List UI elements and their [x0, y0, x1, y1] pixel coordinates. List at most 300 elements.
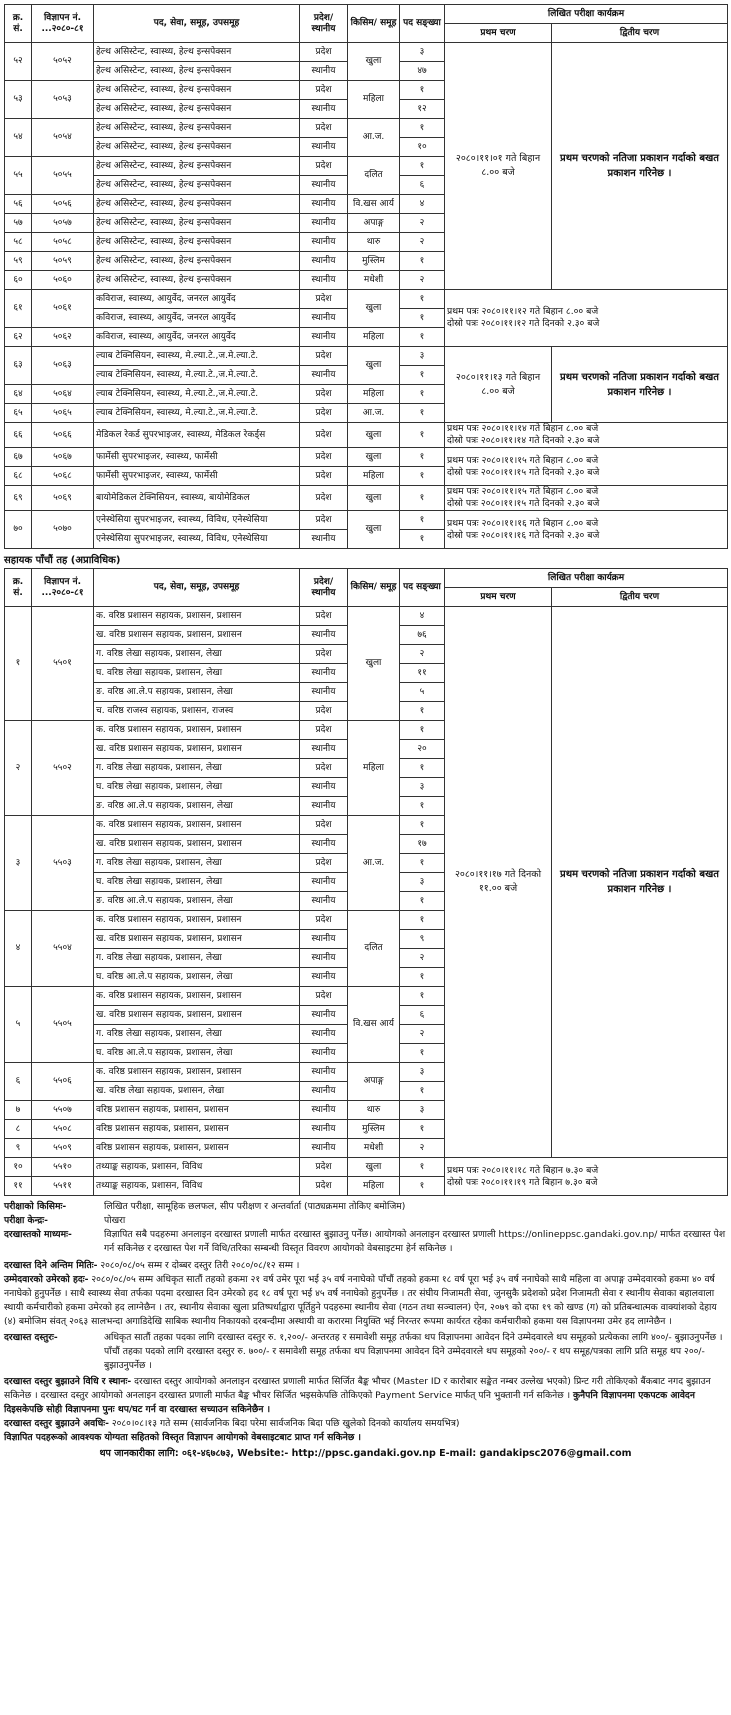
post-name: ङ. वरिष्ठ आ.ले.प सहायक, प्रशासन, लेखा	[94, 797, 300, 816]
payment-period: दरखास्त दस्तुर बुझाउने अवधिः- २०८०।०८।१३ गते सम्म (सार्वजनिक बिदा परेमा सार्वजनिक बिदा पछि खुलेको दिनको कार्यालय समयभित्र)	[4, 1418, 460, 1429]
quota-type: थारु	[348, 1101, 400, 1120]
exam-type: परीक्षाको किसिमः- लिखित परीक्षा, सामूहिक छलफल, सीप परीक्षण र अन्तर्वार्ता (पाठ्यक्रममा तोकिए बमोजिम)	[4, 1201, 406, 1212]
level: स्थानीय	[300, 214, 348, 233]
col-posts: पद सङ्ख्या	[400, 5, 445, 43]
level: प्रदेश	[300, 607, 348, 626]
post-count: ५	[400, 683, 445, 702]
table-row	[5, 347, 728, 366]
serial-number: ५४	[5, 119, 32, 157]
level: स्थानीय	[300, 176, 348, 195]
adv-number: ५५०६	[32, 1063, 94, 1101]
post-count: १	[400, 448, 445, 467]
post-name: ख. वरिष्ठ प्रशासन सहायक, प्रशासन, प्रशासन	[94, 626, 300, 645]
post-count: ९	[400, 930, 445, 949]
serial-number: ६९	[5, 486, 32, 511]
level: स्थानीय	[300, 138, 348, 157]
level: स्थानीय	[300, 271, 348, 290]
post-count: १	[400, 854, 445, 873]
level: स्थानीय	[300, 62, 348, 81]
quota-type: अपाङ्ग	[348, 1063, 400, 1101]
col-second-phase: द्वितीय चरण	[552, 588, 728, 607]
exam-schedule-table-1	[4, 4, 728, 549]
post-count: २	[400, 233, 445, 252]
post-name: कविराज, स्वास्थ्य, आयुर्वेद, जनरल आयुर्वेद	[94, 309, 300, 328]
adv-number: ५५०७	[32, 1101, 94, 1120]
first-paper-time: प्रथम पत्रः २०८०।११।१४ गते बिहान ८.०० बजे	[447, 423, 599, 434]
level: स्थानीय	[300, 1044, 348, 1063]
post-count: १	[400, 1177, 445, 1196]
first-phase-schedule: २०८०।११।१७ गते दिनको ११.०० बजे	[445, 607, 552, 1158]
quota-type: खुला	[348, 290, 400, 328]
table-row	[5, 607, 728, 626]
post-name: तथ्याङ्क सहायक, प्रशासन, विविध	[94, 1177, 300, 1196]
col-type: किसिम/ समूह	[348, 5, 400, 43]
age-limit: उम्मेदवारको उमेरको हदः- २०८०/०८/०५ सम्म अधिकृत सातौं तहको हकमा २१ वर्ष उमेर पूरा भई ३५ वर्ष ननाघेको पाँचौं तहको हकमा १८ वर्ष पूरा भई ३५ वर्ष ननाघेको साथै महिला वा अपाङ्ग उम्मेदवारको हकमा ४० वर्ष ननाघेको हुनुपर्नेछ । साथै स्वास्थ्य सेवा तर्फका पदमा दरखास्त दिन उमेरको हद १८ वर्ष पूरा भई ४५ वर्ष ननाघेको हुनुपर्नेछ । तर संघीय निजामती सेवा, जुनसुकै प्रदेशको प्रदेश निजामती सेवा र स्थानीय सेवाका बहालवाला स्थायी कर्मचारीको हकमा उमेरको हद लाग्नेछैन । तर, स्थानीय सेवाका खुला प्रतिष्पर्धाद्वारा पूर्तिहुने पदहरुमा स्थानीय सेवा (गठन तथा सञ्चालन) ऐन, २०७९ को दफा १९ को खण्ड (ग) को प्रतिबन्धात्मक वाक्यांशको देहाय (४) बमोजिम संवत् २०६३ सालभन्दा अगाडिदेखि साबिक स्थानीय निकायको दरबन्दीमा अस्थायी वा करारमा नियुक्ति भई निरन्तर रूपमा कार्यरत रहेका कर्मचारीको हकमा यस विज्ञापनमा उमेर हद लाग्नेछैन ।	[4, 1274, 717, 1327]
level: प्रदेश	[300, 385, 348, 404]
post-name: घ. वरिष्ठ लेखा सहायक, प्रशासन, लेखा	[94, 873, 300, 892]
first-paper-time: प्रथम पत्रः २०८०।११।१६ गते बिहान ८.०० बजे	[447, 517, 599, 529]
post-count: ११	[400, 664, 445, 683]
col-post: पद, सेवा, समूह, उपसमूह	[94, 5, 300, 43]
quota-type: दलित	[348, 911, 400, 987]
level: प्रदेश	[300, 290, 348, 309]
post-count: २	[400, 645, 445, 664]
level: स्थानीय	[300, 740, 348, 759]
post-count: १०	[400, 138, 445, 157]
post-name: घ. वरिष्ठ लेखा सहायक, प्रशासन, लेखा	[94, 778, 300, 797]
post-name: ङ. वरिष्ठ आ.ले.प सहायक, प्रशासन, लेखा	[94, 892, 300, 911]
post-name: हेल्थ असिस्टेन्ट, स्वास्थ्य, हेल्थ इन्सपेक्सन	[94, 157, 300, 176]
post-count: ३	[400, 347, 445, 366]
adv-number: ५०६२	[32, 328, 94, 347]
level: स्थानीय	[300, 873, 348, 892]
post-count: १७	[400, 835, 445, 854]
post-name: ग. वरिष्ठ लेखा सहायक, प्रशासन, लेखा	[94, 645, 300, 664]
adv-number: ५०५५	[32, 157, 94, 195]
level: स्थानीय	[300, 100, 348, 119]
payment-method: दरखास्त दस्तुर बुझाउने विधि र स्थानः- दरखास्त दस्तुर आयोगको अनलाइन दरखास्त प्रणाली मार्फत सिर्जित बैङ्क भौचर (Master ID र कारोबार सङ्केत नम्बर उल्लेख भएको) प्रिन्ट गरी तोकिएको बैंकबाट नगद बुझाउन सकिनेछ । दरखास्त दस्तुर आयोगको अनलाइन दरखास्त प्रणाली मार्फत बैङ्क भौचर सिर्जित भइसकेपछि तोकिएको Payment Service मार्फत् पनि भुक्तानी गर्न सकिनेछ । कुनैपनि विज्ञापनमा एकपटक आवेदन दिइसकेपछि सोही विज्ञापनमा पुनः थप/घट गर्न वा दरखास्त सच्याउन सकिनेछैन ।	[4, 1376, 711, 1415]
adv-number: ५०६७	[32, 448, 94, 467]
level: प्रदेश	[300, 423, 348, 448]
col-type: किसिम/ समूह	[348, 569, 400, 607]
quota-type: दलित	[348, 157, 400, 195]
post-count: १	[400, 1120, 445, 1139]
post-name: ल्याब टेक्निसियन, स्वास्थ्य, मे.ल्या.टे.,ज.मे.ल्या.टे.	[94, 366, 300, 385]
quota-type: महिला	[348, 385, 400, 404]
level: प्रदेश	[300, 43, 348, 62]
post-count: १	[400, 1082, 445, 1101]
exam-schedule-table-2	[4, 568, 728, 1196]
post-count: १	[400, 511, 445, 530]
post-count: १	[400, 423, 445, 448]
level: स्थानीय	[300, 1139, 348, 1158]
post-count: २०	[400, 740, 445, 759]
paper-schedule	[445, 1158, 728, 1196]
adv-number: ५०५७	[32, 214, 94, 233]
post-name: ग. वरिष्ठ लेखा सहायक, प्रशासन, लेखा	[94, 1025, 300, 1044]
post-count: १	[400, 366, 445, 385]
post-count: ४	[400, 195, 445, 214]
post-name: एनेस्थेसिया सुपरभाइजर, स्वास्थ्य, विविध, एनेस्थेसिया	[94, 530, 300, 549]
level: स्थानीय	[300, 252, 348, 271]
serial-number: ६४	[5, 385, 32, 404]
post-name: ख. वरिष्ठ प्रशासन सहायक, प्रशासन, प्रशासन	[94, 930, 300, 949]
serial-number: ७०	[5, 511, 32, 549]
post-name: ख. वरिष्ठ प्रशासन सहायक, प्रशासन, प्रशासन	[94, 835, 300, 854]
post-count: १	[400, 987, 445, 1006]
post-count: १	[400, 911, 445, 930]
post-count: १२	[400, 100, 445, 119]
col-first-phase: प्रथम चरण	[445, 588, 552, 607]
level: स्थानीय	[300, 1120, 348, 1139]
quota-type: खुला	[348, 347, 400, 385]
adv-number: ५०६५	[32, 404, 94, 423]
post-count: १	[400, 702, 445, 721]
post-name: फार्मेसी सुपरभाइजर, स्वास्थ्य, फार्मेसी	[94, 448, 300, 467]
serial-number: ५५	[5, 157, 32, 195]
level: स्थानीय	[300, 968, 348, 987]
post-name: तथ्याङ्क सहायक, प्रशासन, विविध	[94, 1158, 300, 1177]
post-name: हेल्थ असिस्टेन्ट, स्वास्थ्य, हेल्थ इन्सपेक्सन	[94, 138, 300, 157]
adv-number: ५०६१	[32, 290, 94, 328]
quota-type: मधेशी	[348, 1139, 400, 1158]
post-count: २	[400, 214, 445, 233]
quota-type: आ.ज.	[348, 816, 400, 911]
post-name: वरिष्ठ प्रशासन सहायक, प्रशासन, प्रशासन	[94, 1120, 300, 1139]
second-paper-time: दोस्रो पत्रः २०८०।११।१९ गते बिहान ७.३० बजे	[447, 1176, 598, 1188]
exam-center: परीक्षा केन्द्रः- पोखरा	[4, 1215, 126, 1226]
post-name: कविराज, स्वास्थ्य, आयुर्वेद, जनरल आयुर्वेद	[94, 328, 300, 347]
adv-number: ५०६९	[32, 486, 94, 511]
level: प्रदेश	[300, 854, 348, 873]
adv-number: ५५०८	[32, 1120, 94, 1139]
adv-number: ५०६३	[32, 347, 94, 385]
post-name: हेल्थ असिस्टेन्ट, स्वास्थ्य, हेल्थ इन्सपेक्सन	[94, 81, 300, 100]
post-name: ख. वरिष्ठ लेखा सहायक, प्रशासन, लेखा	[94, 1082, 300, 1101]
advertisement-page	[4, 0, 727, 1461]
first-paper-time: प्रथम पत्रः २०८०।११।१२ गते बिहान ८.०० बजे	[447, 306, 599, 317]
adv-number: ५०५९	[32, 252, 94, 271]
quota-type: खुला	[348, 607, 400, 721]
level: प्रदेश	[300, 119, 348, 138]
quota-type: वि.खस आर्य	[348, 195, 400, 214]
paper-schedule	[445, 448, 728, 486]
level: स्थानीय	[300, 664, 348, 683]
post-name: ग. वरिष्ठ लेखा सहायक, प्रशासन, लेखा	[94, 854, 300, 873]
quota-type: महिला	[348, 467, 400, 486]
final-note: विज्ञापित पदहरूको आवश्यक योग्यता सहितको विस्तृत विज्ञापन आयोगको वेबसाइटबाट प्राप्त गर्न सकिनेछ ।	[4, 1432, 361, 1443]
post-name: हेल्थ असिस्टेन्ट, स्वास्थ्य, हेल्थ इन्सपेक्सन	[94, 252, 300, 271]
adv-number: ५५०३	[32, 816, 94, 911]
post-count: १	[400, 1158, 445, 1177]
serial-number: ६६	[5, 423, 32, 448]
first-phase-schedule: २०८०।११।०१ गते बिहान ८.०० बजे	[445, 43, 552, 290]
serial-number: १०	[5, 1158, 32, 1177]
serial-number: ६१	[5, 290, 32, 328]
post-count: ३	[400, 1101, 445, 1120]
level: प्रदेश	[300, 816, 348, 835]
level: प्रदेश	[300, 511, 348, 530]
serial-number: ११	[5, 1177, 32, 1196]
paper-schedule	[445, 511, 728, 549]
serial-number: ५	[5, 987, 32, 1063]
adv-number: ५०६६	[32, 423, 94, 448]
quota-type: वि.खस आर्य	[348, 987, 400, 1063]
quota-type: खुला	[348, 1158, 400, 1177]
post-name: फार्मेसी सुपरभाइजर, स्वास्थ्य, फार्मेसी	[94, 467, 300, 486]
post-count: ३	[400, 778, 445, 797]
post-name: एनेस्थेसिया सुपरभाइजर, स्वास्थ्य, विविध, एनेस्थेसिया	[94, 511, 300, 530]
adv-number: ५५०१	[32, 607, 94, 721]
post-name: हेल्थ असिस्टेन्ट, स्वास्थ्य, हेल्थ इन्सपेक्सन	[94, 176, 300, 195]
post-name: च. वरिष्ठ राजस्व सहायक, प्रशासन, राजस्व	[94, 702, 300, 721]
serial-number: २	[5, 721, 32, 816]
post-count: २	[400, 1139, 445, 1158]
post-count: १	[400, 385, 445, 404]
serial-number: ९	[5, 1139, 32, 1158]
level: प्रदेश	[300, 157, 348, 176]
table-row	[5, 1158, 728, 1177]
second-phase-schedule: प्रथम चरणको नतिजा प्रकाशन गर्दाको बखत प्रकाशन गरिनेछ ।	[552, 607, 728, 1158]
post-name: हेल्थ असिस्टेन्ट, स्वास्थ्य, हेल्थ इन्सपेक्सन	[94, 233, 300, 252]
level: प्रदेश	[300, 759, 348, 778]
post-name: क. वरिष्ठ प्रशासन सहायक, प्रशासन, प्रशासन	[94, 607, 300, 626]
post-count: २	[400, 949, 445, 968]
quota-type: मधेशी	[348, 271, 400, 290]
post-count: ६	[400, 176, 445, 195]
adv-number: ५५०५	[32, 987, 94, 1063]
serial-number: ६८	[5, 467, 32, 486]
post-name: ल्याब टेक्निसियन, स्वास्थ्य, मे.ल्या.टे.,ज.मे.ल्या.टे.	[94, 385, 300, 404]
quota-type: आ.ज.	[348, 119, 400, 157]
post-count: १	[400, 309, 445, 328]
level: स्थानीय	[300, 930, 348, 949]
col-adv-no: विज्ञापन नं. ...२०८०-८१	[32, 569, 94, 607]
paper-schedule	[445, 423, 728, 448]
table-row	[5, 448, 728, 467]
serial-number: ७	[5, 1101, 32, 1120]
level: स्थानीय	[300, 892, 348, 911]
quota-type: महिला	[348, 1177, 400, 1196]
col-second-phase: द्वितीय चरण	[552, 24, 728, 43]
level: स्थानीय	[300, 1082, 348, 1101]
serial-number: १	[5, 607, 32, 721]
level: प्रदेश	[300, 721, 348, 740]
post-count: १	[400, 968, 445, 987]
second-paper-time: दोस्रो पत्रः २०८०।११।१४ गते दिनको २.३० बजे	[447, 435, 600, 446]
post-name: वरिष्ठ प्रशासन सहायक, प्रशासन, प्रशासन	[94, 1139, 300, 1158]
serial-number: ३	[5, 816, 32, 911]
post-count: १	[400, 721, 445, 740]
serial-number: ६७	[5, 448, 32, 467]
quota-type: मुस्लिम	[348, 252, 400, 271]
second-paper-time: दोस्रो पत्रः २०८०।११।१५ गते दिनको २.३० बजे	[447, 498, 600, 509]
quota-type: महिला	[348, 721, 400, 816]
second-paper-time: दोस्रो पत्रः २०८०।११।१२ गते दिनको २.३० बजे	[447, 318, 600, 329]
quota-type: खुला	[348, 486, 400, 511]
post-name: ङ. वरिष्ठ आ.ले.प सहायक, प्रशासन, लेखा	[94, 683, 300, 702]
serial-number: ५९	[5, 252, 32, 271]
level: स्थानीय	[300, 366, 348, 385]
level: स्थानीय	[300, 1063, 348, 1082]
post-name: हेल्थ असिस्टेन्ट, स्वास्थ्य, हेल्थ इन्सपेक्सन	[94, 100, 300, 119]
adv-number: ५५०९	[32, 1139, 94, 1158]
level: स्थानीय	[300, 949, 348, 968]
post-count: १	[400, 252, 445, 271]
post-name: घ. वरिष्ठ आ.ले.प सहायक, प्रशासन, लेखा	[94, 968, 300, 987]
quota-type: महिला	[348, 81, 400, 119]
quota-type: मुस्लिम	[348, 1120, 400, 1139]
col-first-phase: प्रथम चरण	[445, 24, 552, 43]
quota-type: खुला	[348, 423, 400, 448]
post-count: १	[400, 797, 445, 816]
post-count: १	[400, 467, 445, 486]
level: प्रदेश	[300, 467, 348, 486]
level: स्थानीय	[300, 778, 348, 797]
post-count: १	[400, 816, 445, 835]
level: स्थानीय	[300, 309, 348, 328]
application-medium: दरखास्तको माध्यमः- विज्ञापित सबै पदहरुमा अनलाइन दरखास्त प्रणाली मार्फत दरखास्त बुझाउनु पर्नेछ। आयोगको अनलाइन दरखास्त प्रणाली https://onlineppsc.gandaki.gov.np/ मार्फत दरखास्त पेश गर्न सकिनेछ र दरखास्त पेश गर्ने विधि/तरिका सम्बन्धी विस्तृत विवरण आयोगको वेबसाइटमा हेर्न सकिनेछ ।	[4, 1229, 726, 1254]
post-count: १	[400, 81, 445, 100]
adv-number: ५०५३	[32, 81, 94, 119]
first-paper-time: प्रथम पत्रः २०८०।११।१८ गते बिहान ७.३० बजे	[447, 1164, 599, 1176]
post-name: हेल्थ असिस्टेन्ट, स्वास्थ्य, हेल्थ इन्सपेक्सन	[94, 43, 300, 62]
adv-number: ५०५८	[32, 233, 94, 252]
post-name: क. वरिष्ठ प्रशासन सहायक, प्रशासन, प्रशासन	[94, 816, 300, 835]
adv-number: ५५०४	[32, 911, 94, 987]
post-count: १	[400, 1044, 445, 1063]
post-name: ल्याब टेक्निसियन, स्वास्थ्य, मे.ल्या.टे.,ज.मे.ल्या.टे.	[94, 347, 300, 366]
post-name: ग. वरिष्ठ लेखा सहायक, प्रशासन, लेखा	[94, 759, 300, 778]
serial-number: ६२	[5, 328, 32, 347]
post-name: मेडिकल रेकर्ड सुपरभाइजर, स्वास्थ्य, मेडिकल रेकर्ड्स	[94, 423, 300, 448]
serial-number: ६०	[5, 271, 32, 290]
col-sn: क्र. सं.	[5, 569, 32, 607]
post-count: २	[400, 271, 445, 290]
first-phase-schedule: २०८०।११।१३ गते बिहान ८.०० बजे	[445, 347, 552, 423]
level: स्थानीय	[300, 1101, 348, 1120]
application-fee: दरखास्त दस्तुरः- अधिकृत सातौं तहका पदका लागि दरखास्त दस्तुर रु. १,२००/- अन्तरतह र समावेशी समूह तर्फका थप विज्ञापनमा आवेदन दिने उम्मेदवारले थप समूहको प्रत्येकका लागि ४००/- बुझाउनुपर्नेछ । पाँचौं तहका पदको लागि दरखास्त दस्तुर रु. ७००/- र समावेशी समूह तर्फका थप विज्ञापनमा आवेदन दिने उम्मेदवारले थप समूहको २००/- र थप समूह/पत्रका लागि प्रति समूह थप २००/- बुझाउनुपर्नेछ ।	[4, 1332, 723, 1371]
col-exam-schedule: लिखित परीक्षा कार्यक्रम	[445, 5, 728, 24]
second-phase-schedule: प्रथम चरणको नतिजा प्रकाशन गर्दाको बखत प्रकाशन गरिनेछ ।	[552, 347, 728, 423]
second-phase-schedule: प्रथम चरणको नतिजा प्रकाशन गर्दाको बखत प्रकाशन गरिनेछ ।	[552, 43, 728, 290]
post-count: ४	[400, 607, 445, 626]
post-count: १	[400, 328, 445, 347]
post-count: १	[400, 892, 445, 911]
post-name: ल्याब टेक्निसियन, स्वास्थ्य, मे.ल्या.टे.,ज.मे.ल्या.टे.	[94, 404, 300, 423]
serial-number: ५३	[5, 81, 32, 119]
level: प्रदेश	[300, 347, 348, 366]
post-count: ६	[400, 1006, 445, 1025]
table-row	[5, 486, 728, 511]
level: प्रदेश	[300, 486, 348, 511]
info-section	[4, 1200, 727, 1461]
post-name: घ. वरिष्ठ आ.ले.प सहायक, प्रशासन, लेखा	[94, 1044, 300, 1063]
serial-number: ५६	[5, 195, 32, 214]
level: स्थानीय	[300, 1006, 348, 1025]
quota-type: खुला	[348, 511, 400, 549]
quota-type: अपाङ्ग	[348, 214, 400, 233]
deadline: दरखास्त दिने अन्तिम मितिः- २०८०/०८/०५ सम्म र दोब्बर दस्तुर तिरी २०८०/०८/१२ सम्म ।	[4, 1260, 300, 1271]
level: प्रदेश	[300, 987, 348, 1006]
post-name: क. वरिष्ठ प्रशासन सहायक, प्रशासन, प्रशासन	[94, 911, 300, 930]
paper-schedule	[445, 486, 728, 511]
adv-number: ५०५२	[32, 43, 94, 81]
table-row	[5, 43, 728, 62]
second-paper-time: दोस्रो पत्रः २०८०।११।१५ गते दिनको २.३० बजे	[447, 466, 600, 478]
level: स्थानीय	[300, 626, 348, 645]
level: प्रदेश	[300, 1177, 348, 1196]
post-count: १	[400, 486, 445, 511]
post-count: ३	[400, 1063, 445, 1082]
post-name: क. वरिष्ठ प्रशासन सहायक, प्रशासन, प्रशासन	[94, 987, 300, 1006]
post-name: हेल्थ असिस्टेन्ट, स्वास्थ्य, हेल्थ इन्सपेक्सन	[94, 195, 300, 214]
table-row	[5, 423, 728, 448]
level: स्थानीय	[300, 683, 348, 702]
post-count: १	[400, 119, 445, 138]
level: स्थानीय	[300, 797, 348, 816]
col-level: प्रदेश/ स्थानीय	[300, 5, 348, 43]
col-level: प्रदेश/ स्थानीय	[300, 569, 348, 607]
post-name: हेल्थ असिस्टेन्ट, स्वास्थ्य, हेल्थ इन्सपेक्सन	[94, 119, 300, 138]
serial-number: ८	[5, 1120, 32, 1139]
serial-number: ४	[5, 911, 32, 987]
post-name: हेल्थ असिस्टेन्ट, स्वास्थ्य, हेल्थ इन्सपेक्सन	[94, 62, 300, 81]
post-name: ग. वरिष्ठ लेखा सहायक, प्रशासन, लेखा	[94, 949, 300, 968]
post-name: हेल्थ असिस्टेन्ट, स्वास्थ्य, हेल्थ इन्सपेक्सन	[94, 271, 300, 290]
post-count: १	[400, 530, 445, 549]
level: स्थानीय	[300, 195, 348, 214]
paper-schedule	[445, 290, 728, 347]
post-name: घ. वरिष्ठ लेखा सहायक, प्रशासन, लेखा	[94, 664, 300, 683]
post-count: १	[400, 759, 445, 778]
post-count: १	[400, 157, 445, 176]
level: स्थानीय	[300, 530, 348, 549]
adv-number: ५०६४	[32, 385, 94, 404]
quota-type: महिला	[348, 328, 400, 347]
first-paper-time: प्रथम पत्रः २०८०।११।१५ गते बिहान ८.०० बजे	[447, 486, 599, 497]
adv-number: ५०५४	[32, 119, 94, 157]
level: प्रदेश	[300, 645, 348, 664]
level: स्थानीय	[300, 835, 348, 854]
quota-type: खुला	[348, 43, 400, 81]
serial-number: ६	[5, 1063, 32, 1101]
adv-number: ५०६८	[32, 467, 94, 486]
table-row	[5, 511, 728, 530]
post-count: ३	[400, 43, 445, 62]
section-title: सहायक पाँचौं तह (अप्राविधिक)	[4, 555, 121, 566]
contact-info: थप जानकारीका लागि: ०६१-४६७८७३, Website:- http://ppsc.gandaki.gov.np E-mail: gandakipsc2076@gmail.com	[99, 1448, 632, 1459]
serial-number: ६५	[5, 404, 32, 423]
post-name: कविराज, स्वास्थ्य, आयुर्वेद, जनरल आयुर्वेद	[94, 290, 300, 309]
level: प्रदेश	[300, 1158, 348, 1177]
adv-number: ५५११	[32, 1177, 94, 1196]
post-name: हेल्थ असिस्टेन्ट, स्वास्थ्य, हेल्थ इन्सपेक्सन	[94, 214, 300, 233]
adv-number: ५५१०	[32, 1158, 94, 1177]
quota-type: खुला	[348, 448, 400, 467]
level: स्थानीय	[300, 1025, 348, 1044]
post-count: ४७	[400, 62, 445, 81]
level: प्रदेश	[300, 81, 348, 100]
level: स्थानीय	[300, 233, 348, 252]
table-row	[5, 290, 728, 309]
post-count: ३	[400, 873, 445, 892]
serial-number: ५२	[5, 43, 32, 81]
level: स्थानीय	[300, 328, 348, 347]
col-post: पद, सेवा, समूह, उपसमूह	[94, 569, 300, 607]
post-name: क. वरिष्ठ प्रशासन सहायक, प्रशासन, प्रशासन	[94, 1063, 300, 1082]
post-count: १	[400, 404, 445, 423]
